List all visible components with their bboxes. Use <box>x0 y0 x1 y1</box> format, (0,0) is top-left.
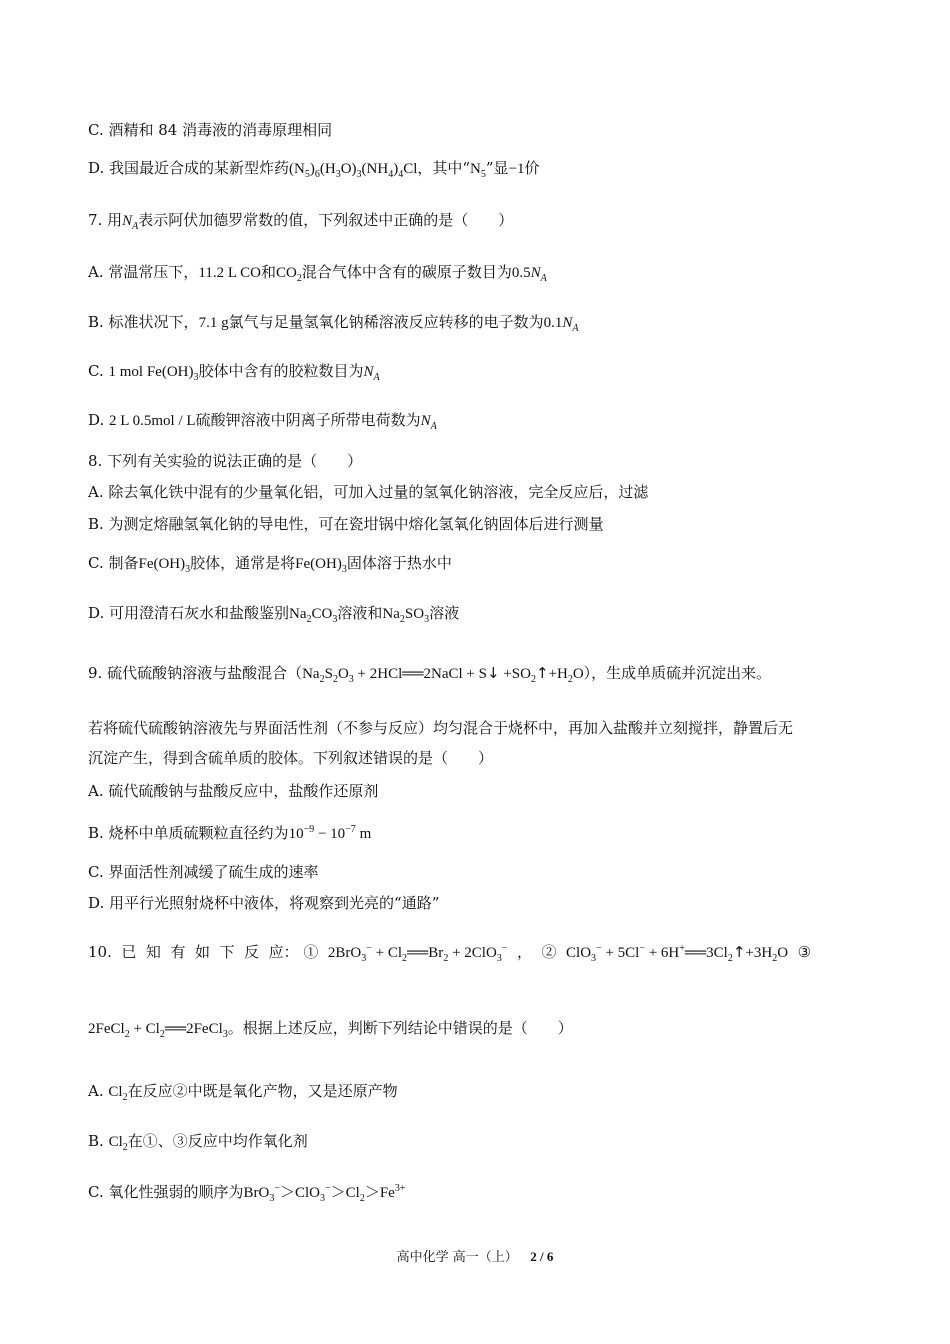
option-6c: C. 酒精和 84 消毒液的消毒原理相同 <box>88 121 333 139</box>
question-10-stem-line1: 10. 已 知 有 如 下 反 应： ① $2BrO_3^- + Cl_2══Br_2 + 2ClO_3^-$ ， ② $ClO_3^- + 5Cl^- + 6H^+══3Cl_2↑+3H_2O$ ③ <box>88 943 812 964</box>
question-7-stem: 7. 用$N_A$表示阿伏加德罗常数的值，下列叙述中正确的是（ ） <box>88 211 514 232</box>
question-8-stem: 8. 下列有关实验的说法正确的是（ ） <box>88 452 363 470</box>
option-9b: B. 烧杯中单质硫颗粒直径约为$10^{-9} - 10^{-7}$ m <box>88 824 372 842</box>
question-10-stem-line2: 2FeCl$_2$ + $Cl_2══2FeCl_3$。根据上述反应，判断下列结论中错误的是（ ） <box>88 1019 573 1040</box>
option-10c: C. 氧化性强弱的顺序为$BrO_3^->ClO_3^->Cl_2>Fe^{3+}$ <box>88 1183 406 1204</box>
option-10b: B. $Cl_2$在①、③反应中均作氧化剂 <box>88 1132 308 1153</box>
page-footer <box>0 1246 950 1265</box>
question-9-stem-line3: 沉淀产生，得到含硫单质的胶体。下列叙述错误的是（ ） <box>88 749 494 767</box>
footer-subject: 高中化学 高一（上） <box>396 1250 518 1265</box>
question-9-stem-line2: 若将硫代硫酸钠溶液先与界面活性剂（不参与反应）均匀混合于烧杯中，再加入盐酸并立刻搅拌，静置后无 <box>88 719 794 737</box>
option-9c: C. 界面活性剂减缓了硫生成的速率 <box>88 863 319 881</box>
option-8d: D. 可用澄清石灰水和盐酸鉴别$Na_2CO_3$溶液和$Na_2SO_3$溶液 <box>88 604 460 625</box>
option-8a: A. 除去氧化铁中混有的少量氧化铝，可加入过量的氢氧化钠溶液，完全反应后，过滤 <box>88 483 649 501</box>
option-7d: D. 2 L 0.5mol / L硫酸钾溶液中阴离子所带电荷数为$N_A$ <box>88 411 437 432</box>
option-10a: A. $Cl_2$在反应②中既是氧化产物，又是还原产物 <box>88 1082 398 1103</box>
option-6d: D. 我国最近合成的某新型炸药$(N_5)_6(H_3O)_3(NH_4)_4Cl$，其中“$N_5$”显−1价 <box>88 159 540 180</box>
option-7c: C. 1 mol $Fe(OH)_3$胶体中含有的胶粒数目为$N_A$ <box>88 362 380 383</box>
option-8c: C. 制备$Fe(OH)_3$胶体，通常是将$Fe(OH)_3$固体溶于热水中 <box>88 554 452 575</box>
page-number: 2 / 6 <box>530 1249 554 1264</box>
option-8b: B. 为测定熔融氢氧化钠的导电性，可在瓷坩锅中熔化氢氧化钠固体后进行测量 <box>88 515 604 533</box>
question-9-stem-line1: 9. 硫代硫酸钠溶液与盐酸混合（$Na_2S_2O_3$ + 2HCl══2NaCl + S↓ $+SO_2↑+H_2O$），生成单质硫并沉淀出来。 <box>88 664 772 685</box>
option-7b: B. 标准状况下，7.1 g氯气与足量氢氧化钠稀溶液反应转移的电子数为$0.1N_A$ <box>88 313 579 334</box>
option-7a: A. 常温常压下，11.2 L CO和$CO_2$混合气体中含有的碳原子数目为$0.5N_A$ <box>88 263 547 284</box>
option-9d: D. 用平行光照射烧杯中液体，将观察到光亮的“通路” <box>88 894 440 912</box>
option-9a: A. 硫代硫酸钠与盐酸反应中，盐酸作还原剂 <box>88 782 379 800</box>
